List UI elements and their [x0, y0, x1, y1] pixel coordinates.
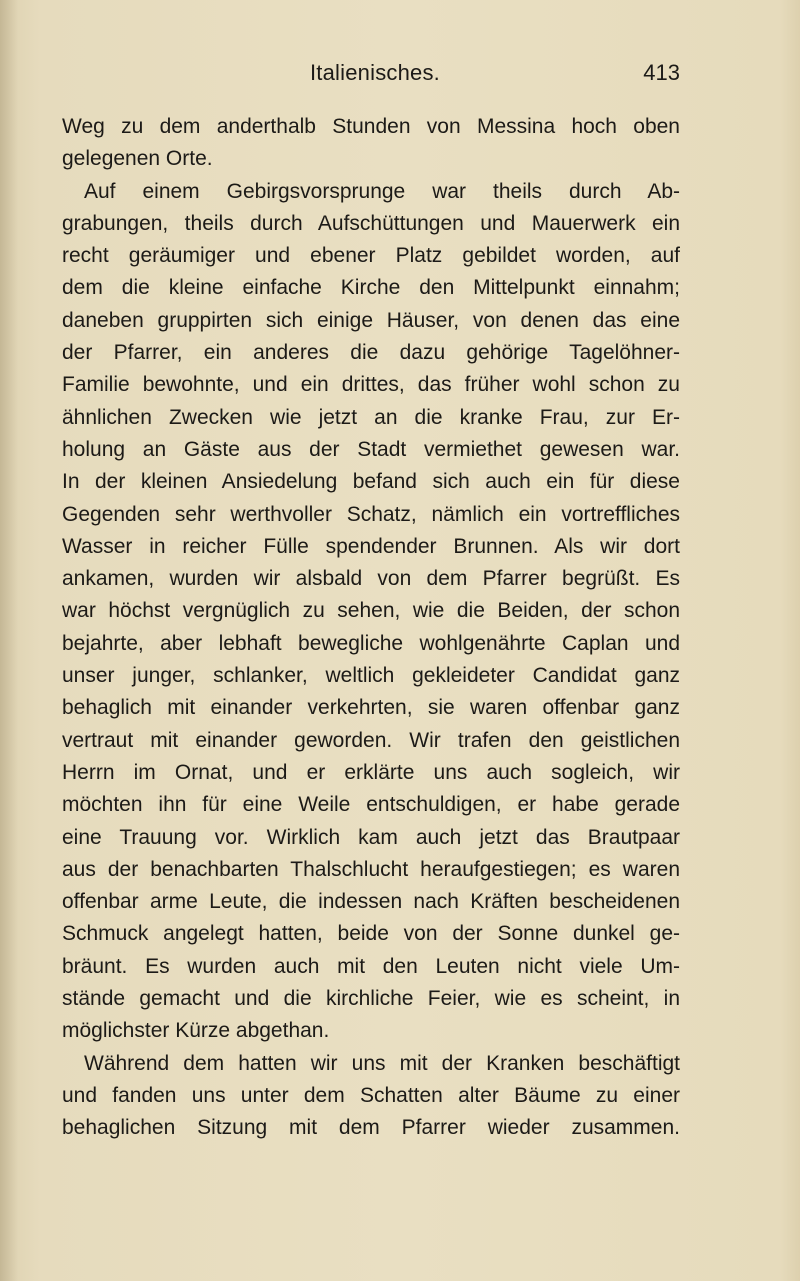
text-line: möglichster Kürze abgethan. [62, 1019, 330, 1043]
gutter-shadow [0, 0, 18, 1281]
text-line: Gegenden sehr werthvoller Schatz, nämlich ein vortreffliches [62, 502, 680, 526]
text-line: behaglich mit einander verkehrten, sie waren offenbar ganz [62, 696, 680, 720]
body-text [62, 111, 680, 1145]
text-line: aus der benachbarten Thalschlucht heraufgestiegen; es waren [62, 857, 680, 881]
page-number: 413 [643, 60, 680, 85]
text-line: der Pfarrer, ein anderes die dazu gehörige Tagelöhner- [62, 341, 680, 365]
text-line: bräunt. Es wurden auch mit den Leuten nicht viele Um- [62, 954, 680, 978]
text-line: Familie bewohnte, und ein drittes, das früher wohl schon zu [62, 373, 680, 397]
text-line: unser junger, schlanker, weltlich gekleideter Candidat ganz [62, 664, 680, 688]
text-line: recht geräumiger und ebener Platz gebildet worden, auf [62, 244, 680, 268]
text-line: bejahrte, aber lebhaft bewegliche wohlgenährte Caplan und [62, 631, 680, 655]
text-line: holung an Gäste aus der Stadt vermiethet gewesen war. [62, 437, 680, 461]
text-line: stände gemacht und die kirchliche Feier, wie es scheint, in [62, 987, 680, 1011]
text-line: offenbar arme Leute, die indessen nach Kräften bescheidenen [62, 890, 680, 914]
text-line: Herrn im Ornat, und er erklärte uns auch sogleich, wir [62, 760, 680, 784]
text-line: daneben gruppirten sich einige Häuser, von denen das eine [62, 308, 680, 332]
text-line: Während dem hatten wir uns mit der Kranken beschäftigt [84, 1051, 680, 1075]
text-line: Schmuck angelegt hatten, beide von der Sonne dunkel ge- [62, 922, 680, 946]
text-line: Weg zu dem anderthalb Stunden von Messina hoch oben [62, 115, 680, 138]
text-line: Auf einem Gebirgsvorsprunge war theils durch Ab- [84, 179, 680, 203]
text-line: vertraut mit einander geworden. Wir trafen den geistlichen [62, 728, 680, 752]
text-line: ankamen, wurden wir alsbald von dem Pfarrer begrüßt. Es [62, 567, 680, 591]
text-line: behaglichen Sitzung mit dem Pfarrer wieder zusammen. [62, 1116, 680, 1140]
running-head-title: Italienisches. [310, 60, 440, 85]
text-line: eine Trauung vor. Wirklich kam auch jetzt das Brautpaar [62, 825, 680, 849]
text-line: In der kleinen Ansiedelung befand sich auch ein für diese [62, 470, 680, 494]
text-line: ähnlichen Zwecken wie jetzt an die kranke Frau, zur Er- [62, 405, 680, 429]
text-line: und fanden uns unter dem Schatten alter Bäume zu einer [62, 1083, 680, 1107]
text-line: war höchst vergnüglich zu sehen, wie die Beiden, der schon [62, 599, 680, 623]
text-line: grabungen, theils durch Aufschüttungen und Mauerwerk ein [62, 211, 680, 235]
text-line: dem die kleine einfache Kirche den Mittelpunkt einnahm; [62, 276, 680, 300]
text-line: möchten ihn für eine Weile entschuldigen, er habe gerade [62, 793, 680, 817]
text-line: gelegenen Orte. [62, 147, 213, 171]
running-head [310, 60, 680, 96]
text-line: Wasser in reicher Fülle spendender Brunnen. Als wir dort [62, 534, 680, 558]
